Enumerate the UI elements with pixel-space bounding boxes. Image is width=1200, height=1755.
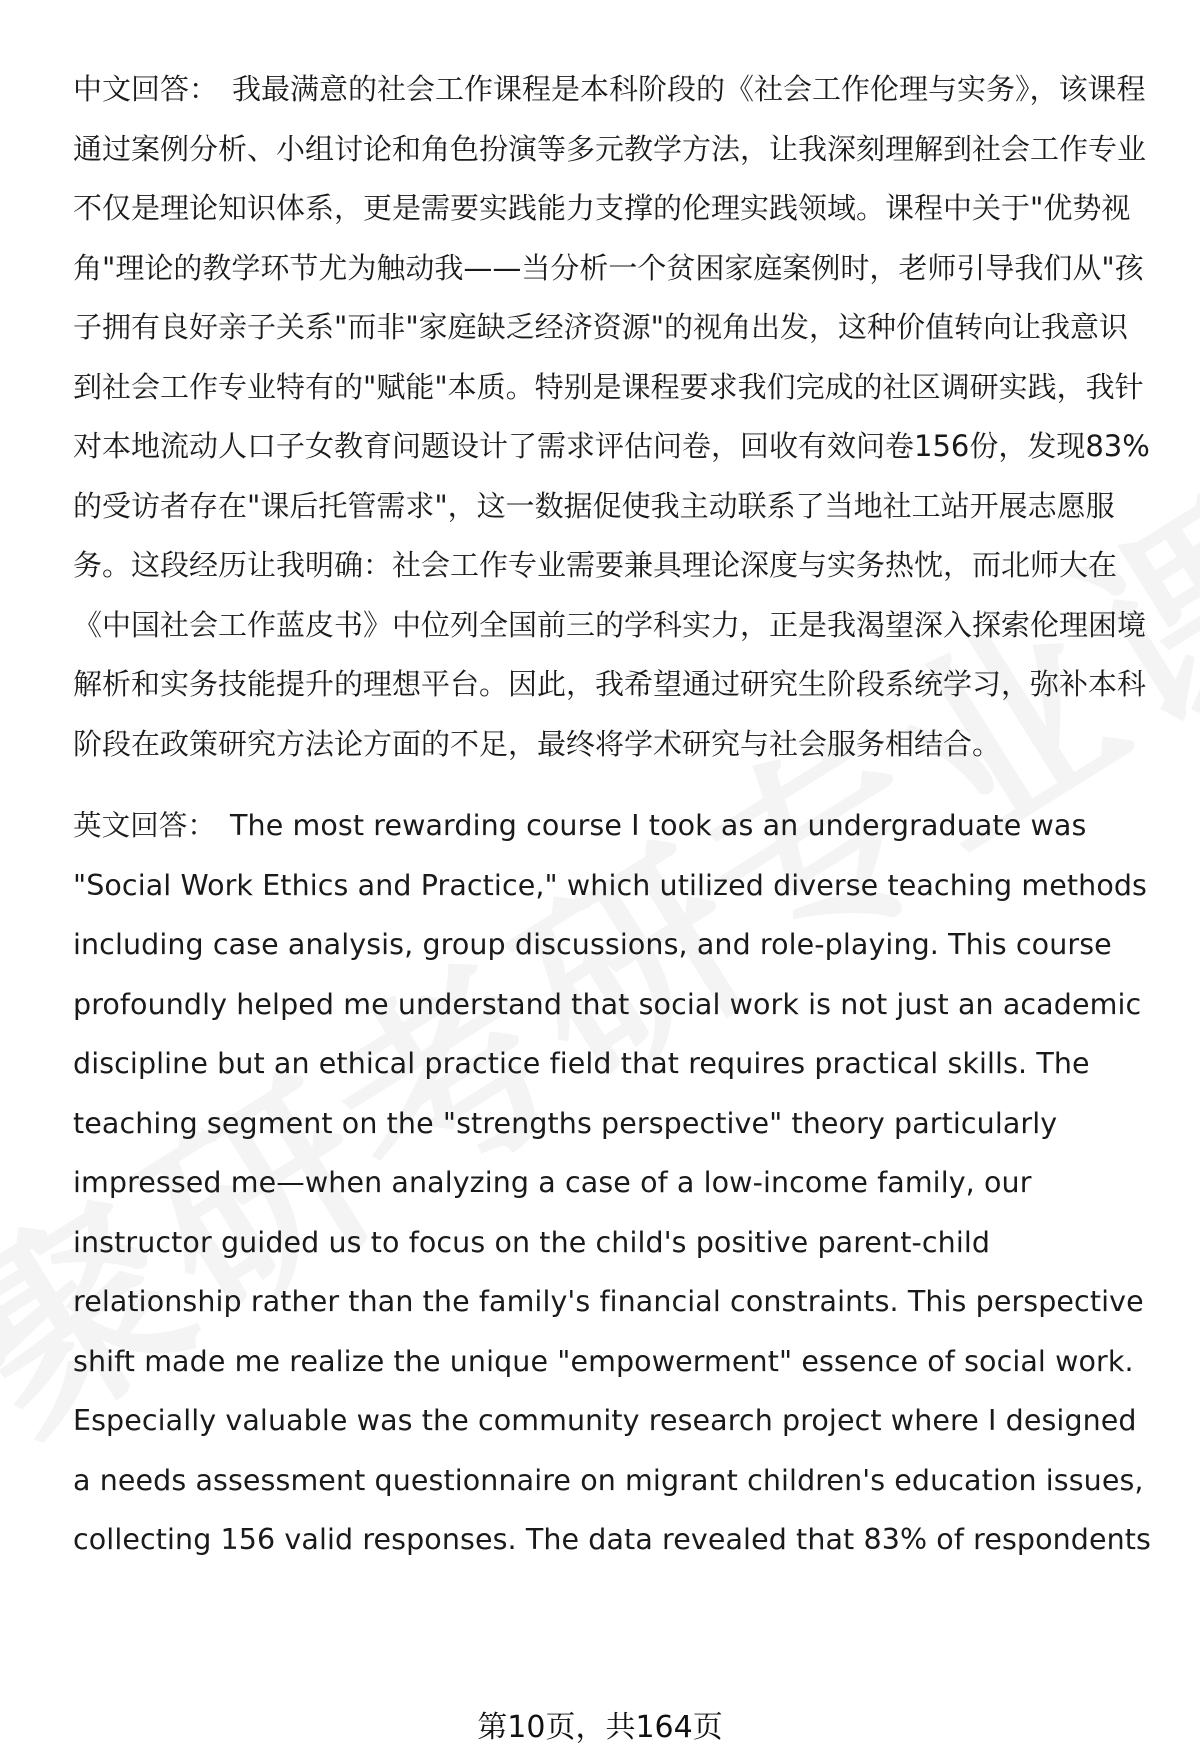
english-answer-text: The most rewarding course I took as an undergraduate was "Social Work Ethics and Practice," which utilized diverse teaching methods including case analysis, group discussions, and role-playing. This course profoundly helped me understand that social work is not just an academic discipline but an ethical practice field that requires practical skills. The teaching segment on the "strengths perspective" theory particularly impressed me—when analyzing a case of a low-income family, our instructor guided us to focus on the child's positive parent-child relationship rather than the family's financial constraints. This perspective shift made me realize the unique "empowerment" essence of social work. Especially valuable was the community research project where I designed a needs assessment questionnaire on migrant children's education issues, collecting 156 valid responses. The data revealed that 83% of respondents bbox=[73, 809, 1151, 1556]
chinese-answer-label: 中文回答： bbox=[73, 72, 219, 106]
document-body bbox=[73, 60, 1153, 1570]
english-answer-paragraph bbox=[73, 796, 1153, 1570]
english-answer-label: 英文回答： bbox=[73, 809, 217, 842]
page-number-footer: 第10页，共164页 bbox=[477, 1710, 723, 1745]
chinese-answer-paragraph bbox=[73, 60, 1153, 774]
chinese-answer-text: 我最满意的社会工作课程是本科阶段的《社会工作伦理与实务》，该课程通过案例分析、小组讨论和角色扮演等多元教学方法，让我深刻理解到社会工作专业不仅是理论知识体系，更是需要实践能力支撑的伦理实践领域。课程中关于"优势视角"理论的教学环节尤为触动我——当分析一个贫困家庭案例时，老师引导我们从"孩子拥有良好亲子关系"而非"家庭缺乏经济资源"的视角出发，这种价值转向让我意识到社会工作专业特有的"赋能"本质。特别是课程要求我们完成的社区调研实践，我针对本地流动人口子女教育问题设计了需求评估问卷，回收有效问卷156份，发现83%的受访者存在"课后托管需求"，这一数据促使我主动联系了当地社工站开展志愿服务。这段经历让我明确：社会工作专业需要兼具理论深度与实务热忱，而北师大在《中国社会工作蓝皮书》中位列全国前三的学科实力，正是我渴望深入探索伦理困境解析和实务技能提升的理想平台。因此，我希望通过研究生阶段系统学习，弥补本科阶段在政策研究方法论方面的不足，最终将学术研究与社会服务相结合。 bbox=[73, 72, 1150, 761]
